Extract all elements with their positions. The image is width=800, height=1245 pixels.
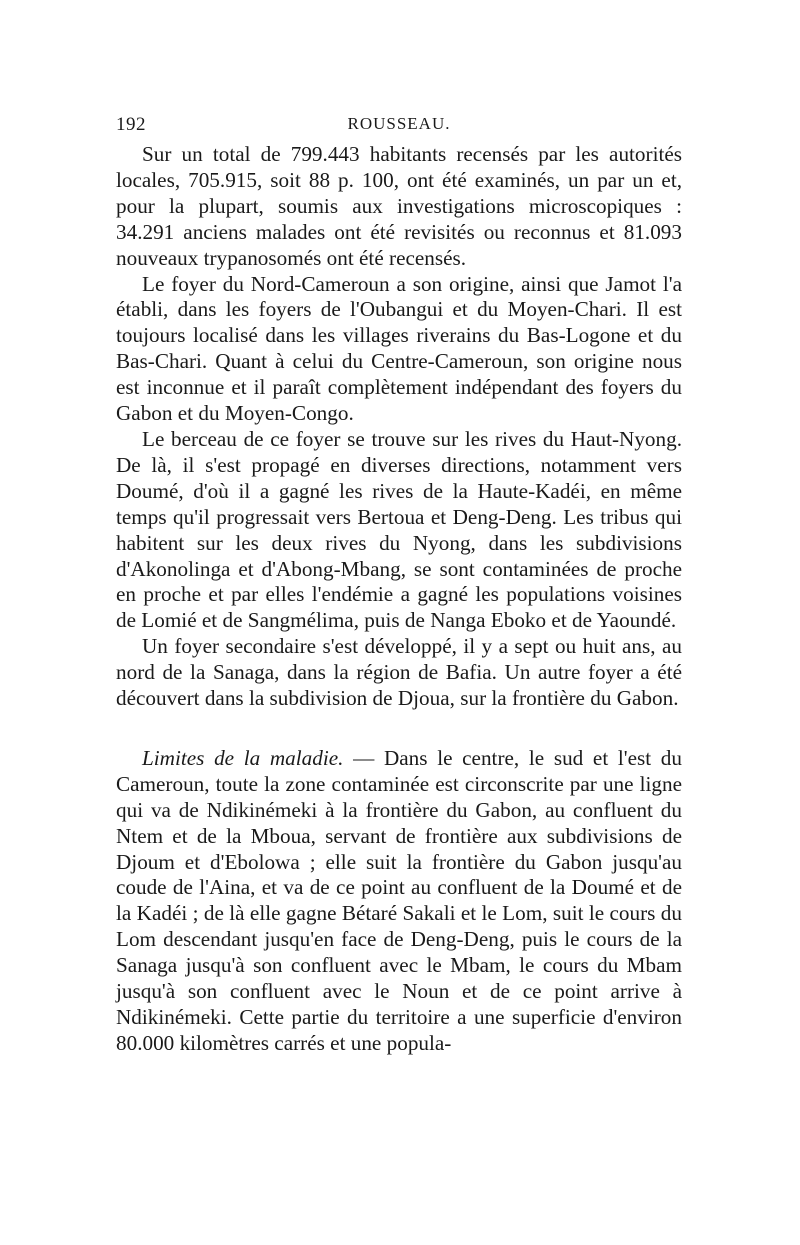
running-head xyxy=(116,112,682,142)
body-text xyxy=(116,142,682,1057)
section-text: — Dans le centre, le sud et l'est du Cameroun, toute la zone contaminée est circonscrite par une ligne qui va de Ndikinémeki à la frontière du Gabon, au confluent du Ntem et de la Mboua, servant de frontière aux subdivisions de Djoum et d'Ebolowa ; elle suit la frontière du Gabon jusqu'au coude de l'Aina, et va de ce point au confluent de la Doumé et de la Kadéi ; de là elle gagne Bétaré Sakali et le Lom, suit le cours du Lom descendant jusqu'en face de Deng-Deng, puis le cours de la Sanaga jusqu'à son confluent avec le Mbam, le cours du Mbam jusqu'à son confluent avec le Noun et de ce point arrive à Ndikinémeki. Cette partie du territoire a une superficie d'environ 80.000 kilomètres carrés et une popula- xyxy=(116,745,682,1055)
paragraph-2: Le foyer du Nord-Cameroun a son origine, ainsi que Jamot l'a établi, dans les foyers de l'Oubangui et du Moyen-Chari. Il est toujours localisé dans les villages riverains du Bas-Logone et du Bas-Chari. Quant à celui du Centre-Cameroun, son origine nous est inconnue et il paraît complètement indépendant des foyers du Gabon et du Moyen-Congo. xyxy=(116,271,682,426)
running-title: ROUSSEAU. xyxy=(347,114,451,133)
paragraph-1: Sur un total de 799.443 habitants recensés par les autorités locales, 705.915, soit 88 p. 100, ont été examinés, un par un et, pour la plupart, soumis aux investigations microscopiques : 34.291 anciens malades ont été revisités ou reconnus et 81.093 nouveaux trypanosomés ont été recensés. xyxy=(116,142,682,270)
section-heading: Limites de la maladie. xyxy=(142,745,344,770)
section-gap xyxy=(116,712,682,746)
page xyxy=(116,112,682,1057)
section-paragraph xyxy=(116,746,682,1057)
paragraph-3: Le berceau de ce foyer se trouve sur les rives du Haut-Nyong. De là, il s'est propagé en diverses directions, notamment vers Doumé, d'où il a gagné les rives de la Haute-Kadéi, en même temps qu'il progressait vers Bertoua et Deng-Deng. Les tribus qui habitent sur les deux rives du Nyong, dans les subdivisions d'Akonolinga et d'Abong-Mbang, se sont contaminées de proche en proche et par elles l'endémie a gagné les populations voisines de Lomié et de Sangmélima, puis de Nanga Eboko et de Yaoundé. xyxy=(116,426,682,633)
page-number: 192 xyxy=(116,114,146,135)
paragraph-4: Un foyer secondaire s'est développé, il y a sept ou huit ans, au nord de la Sanaga, dans la région de Bafia. Un autre foyer a été découvert dans la subdivision de Djoua, sur la frontière du Gabon. xyxy=(116,634,682,711)
